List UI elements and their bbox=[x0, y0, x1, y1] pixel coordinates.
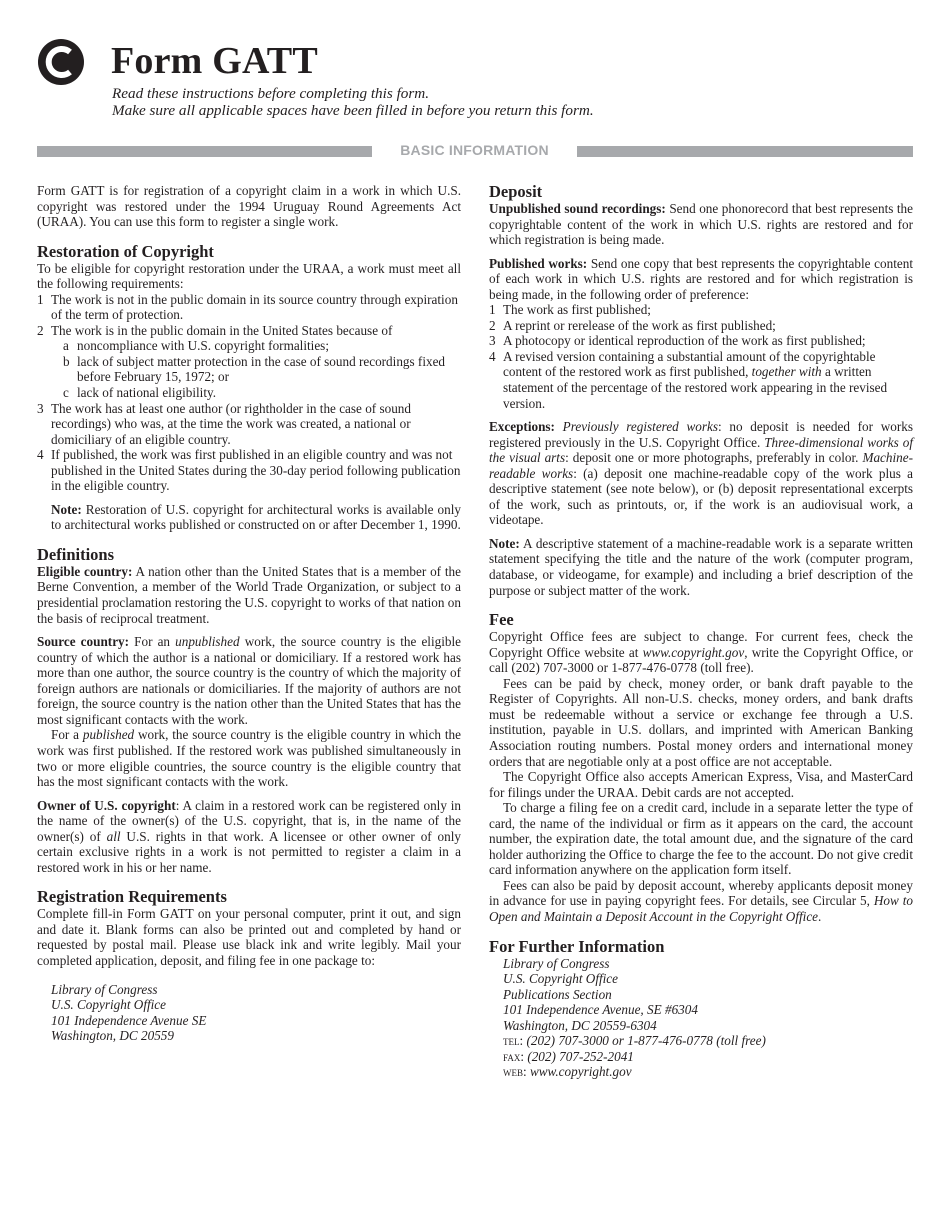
term-label: Unpublished sound recordings: bbox=[489, 201, 666, 216]
term-emphasis: published bbox=[82, 727, 135, 743]
term-text: work, the source country is the eligible country of which the author is a national or domiciliary. If a restored work has more than one author, the source country is the country of which the majority of foreign authors are nationals or domiciliaries. If the majority of authors are not foreign, the source country is the nation other than the United States that has the most significant contacts with the work. bbox=[37, 634, 461, 727]
list-number: 4 bbox=[37, 447, 44, 463]
term-label: Owner of U.S. copyright bbox=[37, 797, 176, 813]
fax-label: fax bbox=[503, 1048, 521, 1064]
term-emphasis: unpublished bbox=[175, 634, 240, 650]
list-number: 2 bbox=[489, 317, 496, 333]
list-item bbox=[37, 338, 461, 354]
instruction-line-1: Read these instructions before completing this form. bbox=[112, 85, 430, 102]
machine-readable-note bbox=[489, 536, 913, 598]
definitions-heading: Definitions bbox=[37, 544, 115, 564]
note-text: A descriptive statement of a machine-readable work is a separate written statement specifying the title and the nature of the work (computer program, database, or videogame, for example) and including a brief description of the purpose or subject matter of the work. bbox=[489, 535, 913, 598]
list-item bbox=[37, 385, 461, 401]
web-label: web bbox=[503, 1064, 523, 1080]
term-emphasis: Previously registered works bbox=[562, 419, 718, 435]
list-text: The work is not in the public domain in its source country through expiration of the term of protection. bbox=[51, 291, 458, 323]
architectural-note bbox=[37, 502, 461, 533]
term-label: Exceptions: bbox=[489, 419, 555, 435]
term-text: : deposit one or more photographs, preferably in color. bbox=[565, 450, 863, 466]
restoration-list-continued bbox=[37, 401, 461, 494]
contact-details bbox=[489, 1033, 913, 1080]
restoration-list bbox=[37, 292, 461, 339]
restoration-heading: Restoration of Copyright bbox=[37, 241, 214, 261]
fee-text: Fees can also be paid by deposit account, whereby applicants deposit money in advance for use in paying copyright fees. For details, see Circular 5, bbox=[489, 877, 913, 909]
list-text: If published, the work was first published in an eligible country and was not published in the United States during the 30-day period following publication in the eligible country. bbox=[51, 447, 461, 494]
registration-heading: Registration Requirements bbox=[37, 887, 227, 907]
intro-paragraph: Form GATT is for registration of a copyright claim in a work in which U.S. copyright was restored under the 1994 Uruguay Round Agreements Act (URAA). You can use this form to register a single work. bbox=[37, 183, 461, 230]
source-country-definition bbox=[37, 634, 461, 727]
list-item bbox=[37, 292, 461, 323]
list-text: lack of subject matter protection in the case of sound recordings fixed before February 15, 1972; or bbox=[77, 353, 446, 385]
fee-paragraph: Fees can be paid by check, money order, or bank draft payable to the Register of Copyrights. All non-U.S. checks, money orders, and bank drafts must be redeemable without a service or exchange fee through a U.S. institution, payable in U.S. dollars, and imprinted with American Banking Association routing numbers. Postal money orders and international money orders that are negotiable only at a post office are not acceptable. bbox=[489, 675, 913, 769]
address-line: Library of Congress bbox=[503, 955, 610, 971]
term-text: A nation other than the United States that is a member of the Berne Convention, a member of the World Trade Organization, or subject to a presidential proclamation restoring the U.S. copyright to works of that nation on the basis of reciprocal treatment. bbox=[37, 563, 461, 626]
term-label: Source country: bbox=[37, 634, 130, 650]
term-text: : A claim in a restored work can be registered only in the name of the owner(s) of the U.S. copyright, that is, in the name of the owner(s) of bbox=[37, 797, 462, 844]
list-text: A photocopy or identical reproduction of the work as first published; bbox=[503, 333, 866, 349]
list-number: 1 bbox=[37, 291, 44, 307]
list-text: a written statement of the percentage of the restored work appearing in the revised version. bbox=[503, 364, 888, 411]
term-text: Send one phonorecord that best represents the copyrightable content of the work in which U.S. rights are restored and for which registration is being made. bbox=[489, 201, 913, 248]
address-line: 101 Independence Avenue SE bbox=[51, 1012, 207, 1028]
copyright-logo-icon bbox=[37, 38, 85, 86]
list-text: A revised version containing a substantial amount of the copyrightable content of the restored work as first published, bbox=[503, 348, 876, 380]
fee-heading: Fee bbox=[489, 610, 514, 630]
term-label: Eligible country: bbox=[37, 563, 133, 579]
list-item bbox=[489, 333, 913, 349]
list-text: The work is in the public domain in the United States because of bbox=[51, 322, 393, 338]
address-line: 101 Independence Avenue, SE #6304 bbox=[503, 1002, 698, 1018]
term-label: Published works: bbox=[489, 255, 588, 271]
restoration-lead: To be eligible for copyright restoration under the URAA, a work must meet all the following requirements: bbox=[37, 260, 461, 292]
mailing-address bbox=[37, 982, 461, 1044]
list-item bbox=[37, 323, 461, 339]
contact-tel: tel: (202) 707-3000 or 1-877-476-0778 (toll free) bbox=[503, 1033, 766, 1049]
address-line: Library of Congress bbox=[51, 981, 158, 997]
list-item bbox=[489, 302, 913, 318]
list-item bbox=[37, 354, 461, 385]
list-text: The work has at least one author (or rightholder in the case of sound recordings) who was, at the time the work was created, a national or domiciliary of an eligible country. bbox=[51, 400, 411, 447]
tel-label: tel bbox=[503, 1033, 520, 1049]
term-text: U.S. rights in that work. A licensee or other owner of only certain exclusive rights in a work is not permitted to register a claim in a restored work in his or her name. bbox=[37, 828, 461, 875]
left-column bbox=[37, 183, 461, 1044]
published-source-paragraph bbox=[37, 727, 461, 789]
list-text: A reprint or rerelease of the work as first published; bbox=[503, 317, 776, 333]
term-text: For a bbox=[51, 727, 83, 743]
fee-text: Copyright Office fees are subject to change. For current fees, check the Copyright Office website at bbox=[489, 629, 913, 660]
fee-text: , write the Copyright Office, or call (202) 707-3000 or 1-877-476-0778 (toll free). bbox=[489, 644, 913, 676]
list-number: 1 bbox=[489, 302, 496, 318]
address-line: U.S. Copyright Office bbox=[503, 971, 619, 987]
list-number: 2 bbox=[37, 322, 44, 338]
list-item bbox=[37, 401, 461, 448]
term-text: work, the source country is the eligible country in which the work was first published. If the restored work was published simultaneously in two or more eligible countries, the source country is the eligible country that has the most significant contacts with the work. bbox=[37, 727, 461, 790]
list-number: 3 bbox=[489, 333, 496, 349]
restoration-sublist bbox=[37, 338, 461, 400]
exceptions-paragraph bbox=[489, 419, 913, 528]
fee-paragraph: The Copyright Office also accepts American Express, Visa, and MasterCard for filings under the URAA. Debit cards are not accepted. bbox=[489, 769, 913, 800]
registration-text: Complete fill-in Form GATT on your personal computer, print it out, and sign and date it. Blank forms can also be printed out and completed by hand or requested by postal mail. Please use black ink and write legibly. Mail your completed application, deposit, and filing fee in one package to: bbox=[37, 906, 461, 968]
list-letter: a bbox=[63, 338, 69, 354]
contact-address bbox=[489, 956, 913, 1034]
contact-web: web: www.copyright.gov bbox=[503, 1064, 632, 1080]
published-works-paragraph bbox=[489, 256, 913, 303]
term-text: Send one copy that best represents the copyrightable content of each work in which U.S. rights are restored and for which registration is being made, in the following order of preference: bbox=[489, 255, 913, 302]
web-value[interactable]: www.copyright.gov bbox=[529, 1064, 632, 1080]
address-line: Washington, DC 20559 bbox=[51, 1028, 174, 1044]
contact-fax: fax: (202) 707-252-2041 bbox=[503, 1048, 634, 1064]
term-emphasis: all bbox=[106, 828, 121, 844]
owner-definition bbox=[37, 798, 461, 876]
fee-website: www.copyright.gov bbox=[642, 644, 745, 660]
list-letter: b bbox=[63, 353, 70, 369]
fee-circular-title: How to Open and Maintain a Deposit Account in the Copyright Office bbox=[489, 893, 914, 924]
address-line: Publications Section bbox=[503, 986, 612, 1002]
fee-text: . bbox=[818, 908, 822, 924]
form-title: Form GATT bbox=[111, 40, 318, 82]
instructions bbox=[112, 86, 594, 119]
banner-label: BASIC INFORMATION bbox=[400, 142, 549, 158]
address-line: U.S. Copyright Office bbox=[51, 997, 167, 1013]
term-emphasis: Three-dimensional works of the visual arts bbox=[489, 434, 913, 466]
term-text: : (a) deposit one machine-readable copy of the work plus a descriptive statement (see note below), or (b) deposit representational excerpts of the work, such as printouts, or, if the work is an audiovisual work, a videotape. bbox=[489, 465, 913, 528]
fee-paragraph bbox=[489, 878, 913, 925]
list-text: noncompliance with U.S. copyright formalities; bbox=[77, 338, 329, 354]
fee-paragraph: To charge a filing fee on a credit card, include in a separate letter the type of card, the name of the individual or firm as it appears on the card, the account number, the expiration date, the total amount due, and the signature of the card holder authorizing the Office to charge the fee to the account. Do not give credit card information anywhere on the application form itself. bbox=[489, 800, 913, 878]
tel-value: (202) 707-3000 or 1-877-476-0778 (toll free) bbox=[526, 1033, 766, 1049]
list-number: 3 bbox=[37, 400, 44, 416]
note-label: Note: bbox=[489, 535, 520, 551]
unpublished-sound-paragraph bbox=[489, 201, 913, 248]
banner-bar-right bbox=[577, 146, 913, 157]
list-text: The work as first published; bbox=[503, 302, 651, 318]
fax-value: (202) 707-252-2041 bbox=[527, 1048, 634, 1064]
list-item bbox=[489, 349, 913, 411]
term-text: For an bbox=[129, 634, 176, 650]
fee-paragraph bbox=[489, 629, 913, 676]
further-info-heading: For Further Information bbox=[489, 936, 665, 956]
banner-bar-left bbox=[37, 146, 372, 157]
note-text: Restoration of U.S. copyright for architectural works is available only to architectural works published or constructed on or after December 1, 1990. bbox=[51, 501, 461, 533]
term-emphasis: Machine-readable works bbox=[489, 450, 913, 481]
address-line: Washington, DC 20559-6304 bbox=[503, 1017, 657, 1033]
list-text: lack of national eligibility. bbox=[77, 385, 217, 401]
note-label: Note: bbox=[51, 501, 82, 517]
right-column bbox=[489, 183, 913, 1080]
eligible-country-definition bbox=[37, 564, 461, 626]
list-number: 4 bbox=[489, 348, 496, 364]
list-letter: c bbox=[63, 385, 69, 401]
deposit-preference-list bbox=[489, 302, 913, 411]
deposit-heading: Deposit bbox=[489, 182, 543, 201]
list-item bbox=[37, 447, 461, 494]
list-item bbox=[489, 318, 913, 334]
term-text: : no deposit is needed for works registered previously in the U.S. Copyright Office. bbox=[489, 419, 913, 450]
list-emphasis: together with bbox=[751, 364, 822, 380]
instruction-line-2: Make sure all applicable spaces have been filled in before you return this form. bbox=[112, 101, 594, 119]
